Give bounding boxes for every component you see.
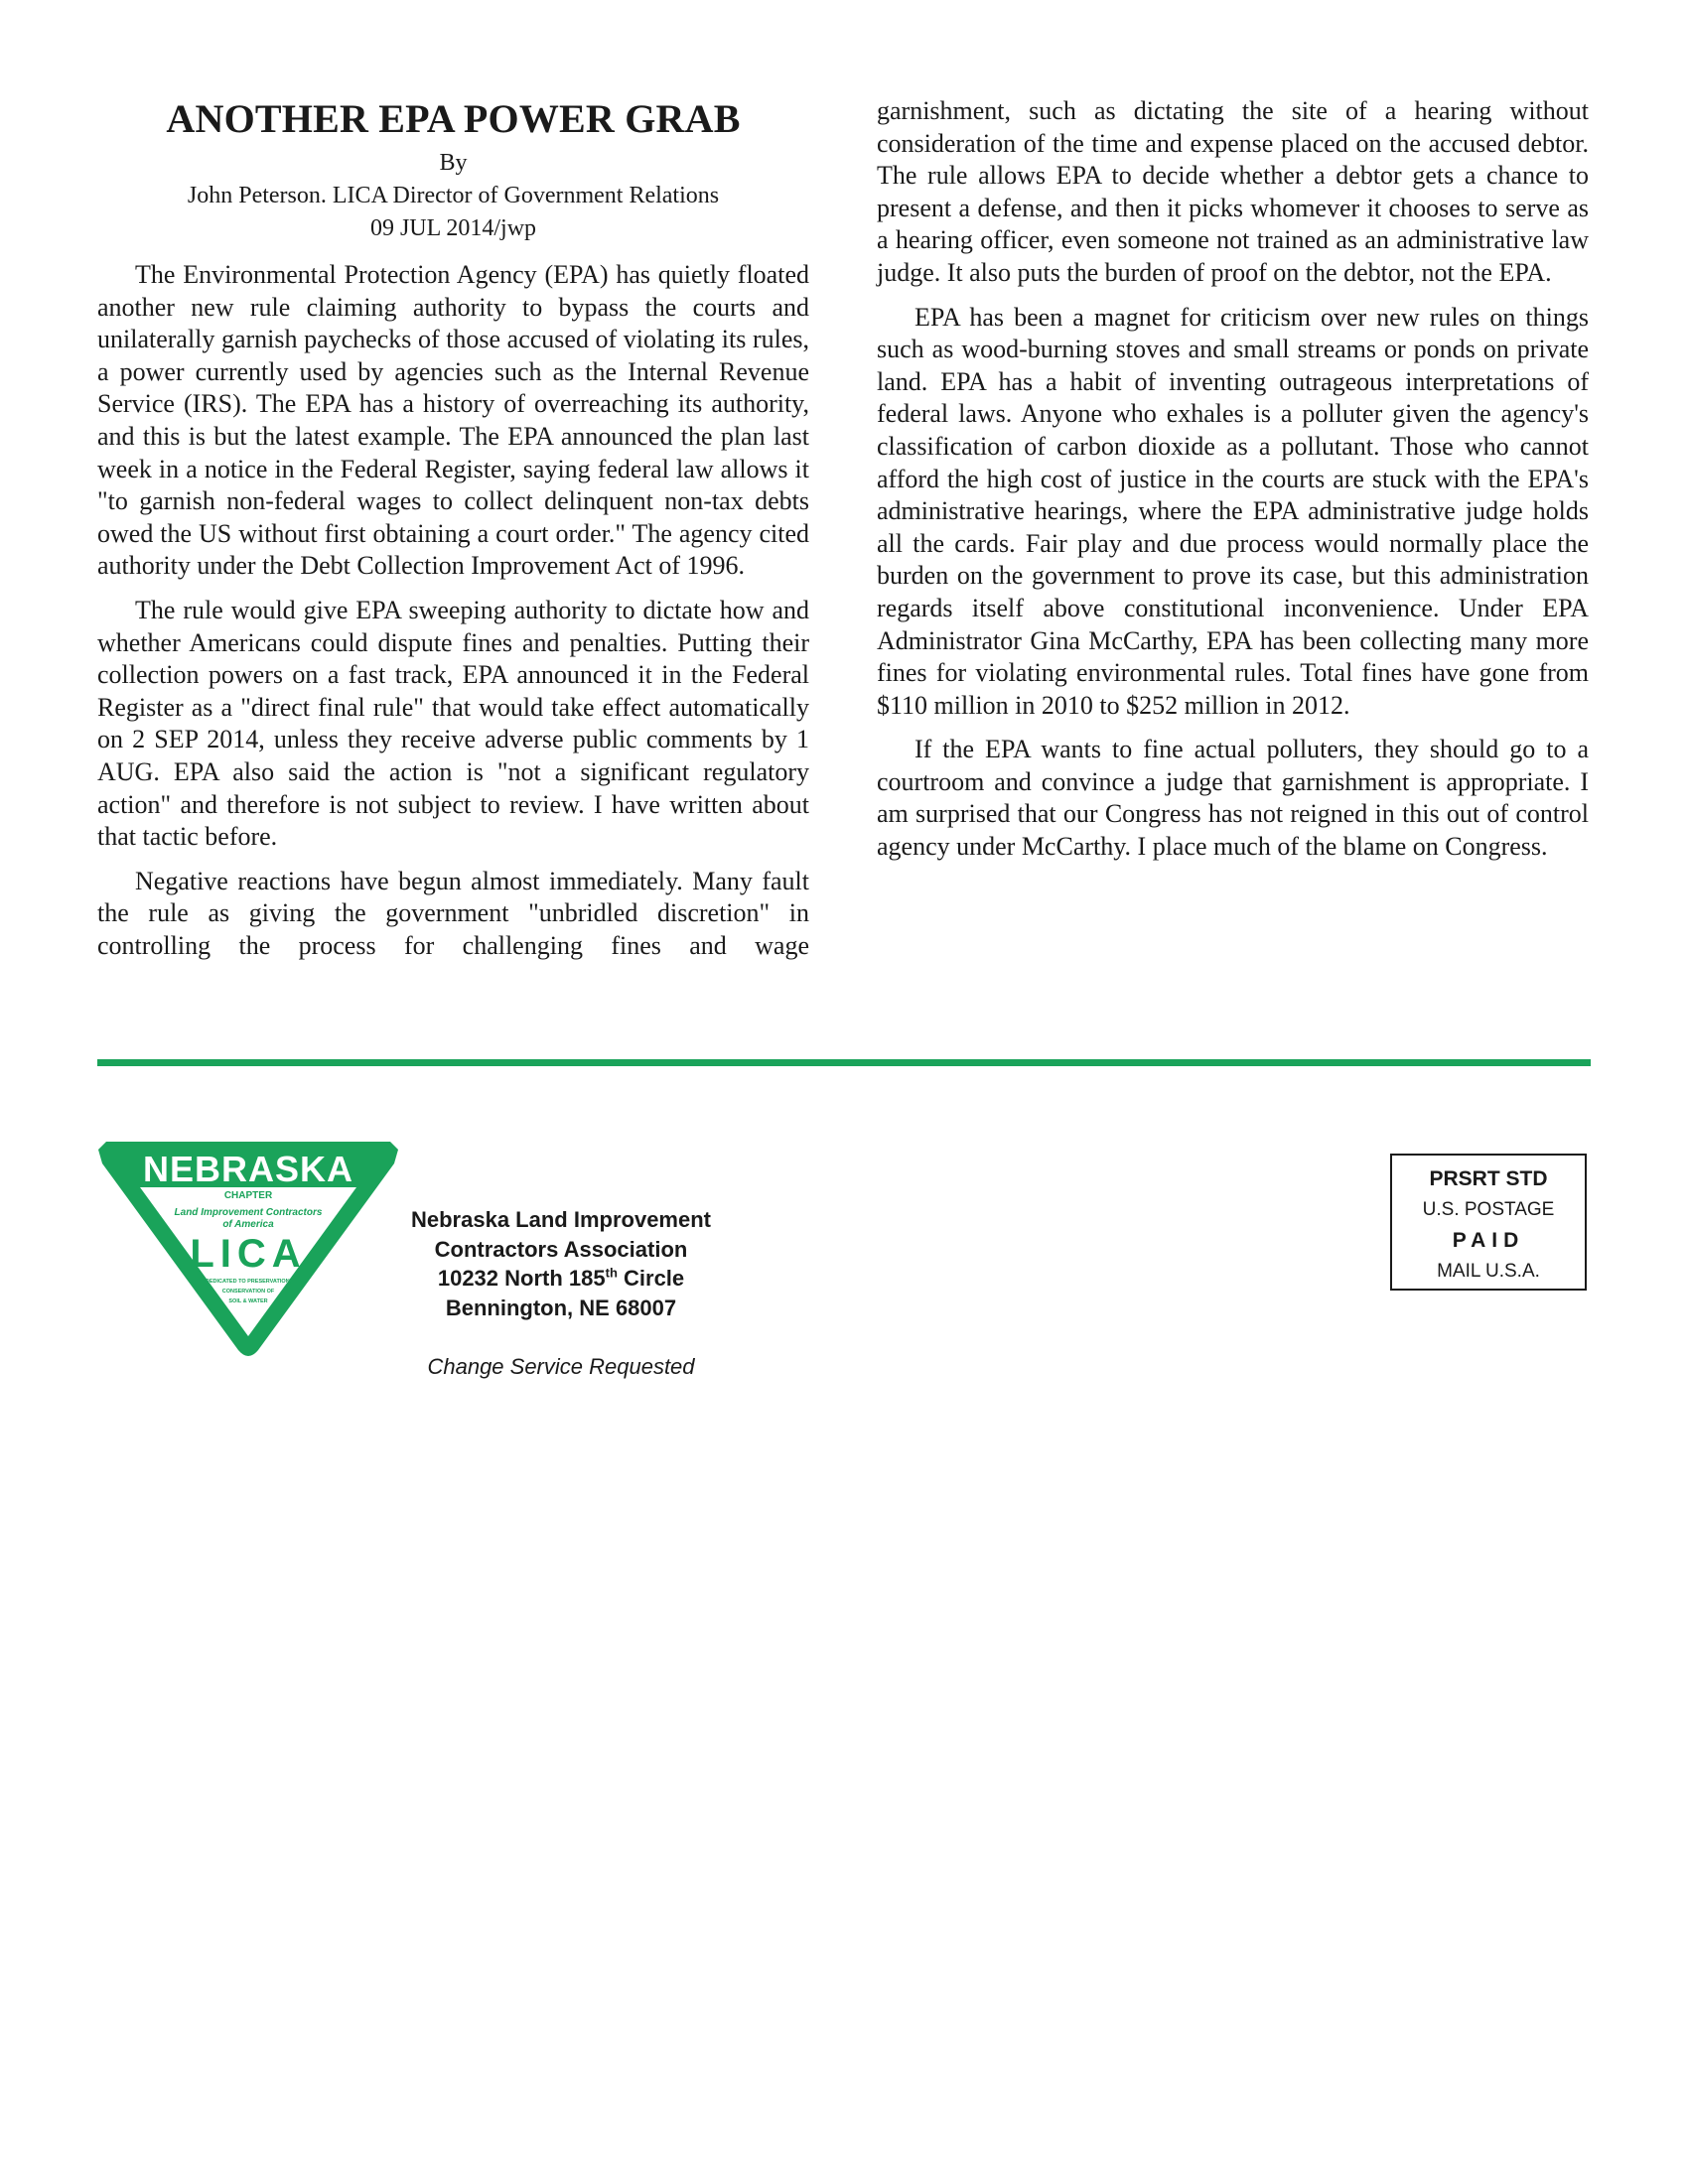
logo-motto-line1: DEDICATED TO PRESERVATION, <box>205 1279 292 1285</box>
logo-state-text: NEBRASKA <box>142 1149 354 1189</box>
logo-motto-line2: CONSERVATION OF <box>221 1289 275 1295</box>
change-service-requested: Change Service Requested <box>427 1354 695 1379</box>
article-paragraph: The Environmental Protection Agency (EPA) has quietly floated another new rule claiming authority to bypass the courts and unilaterally garnish paychecks of those accused of violating its rules, a power currently used by agencies such as the Internal Revenue Service (IRS). The EPA has a history of overreaching its authority, and this is but the latest example. The EPA announced the plan last week in a notice in the Federal Register, saying federal law allows it "to garnish non-federal wages to collect delinquent non-tax debts owed the US without first obtaining a court order." The agency cited authority under the Debt Collection Improvement Act of 1996. <box>97 260 809 581</box>
byline-date: 09 JUL 2014/jwp <box>369 215 537 241</box>
article-right-column <box>877 95 1589 876</box>
return-address <box>382 1205 740 1322</box>
logo-org-line2: of America <box>222 1219 274 1230</box>
address-line-2: Contractors Association <box>434 1236 688 1262</box>
byline <box>97 147 809 245</box>
byline-by: By <box>439 150 468 176</box>
article-headline: ANOTHER EPA POWER GRAB <box>166 96 741 141</box>
article-left-column <box>97 95 809 974</box>
postage-line-1: PRSRT STD <box>1429 1167 1548 1190</box>
article-paragraph: The rule would give EPA sweeping authority to dictate how and whether Americans could dispute fines and penalties. Putting their collection powers on a fast track, EPA announced it in the Federal Register as a "direct final rule" that would take effect automatically on 2 SEP 2014, unless they receive adverse public comments by 1 AUG. EPA also said the action is "not a significant regulatory action" and therefore is not subject to review. I have written about that tactic before. <box>97 595 809 852</box>
article-paragraph: EPA has been a magnet for criticism over new rules on things such as wood-burning stoves and small streams or ponds on private land. EPA has a habit of inventing outrageous interpretations of federal laws. Anyone who exhales is a polluter given the agency's classification of carbon dioxide as a pollutant. Those who cannot afford the high cost of justice in the courts are stuck with the EPA's administrative hearings, where the EPA administrative judge holds all the cards. Fair play and due process would normally place the burden on the government to prove its case, but this administration regards itself above constitutional inconvenience. Under EPA Administrator Gina McCarthy, EPA has been collecting many more fines for violating environmental rules. Total fines have gone from $110 million in 2010 to $252 million in 2012. <box>877 302 1589 720</box>
address-street: 10232 North 185th Circle <box>437 1265 685 1291</box>
postage-line-2: U.S. POSTAGE <box>1422 1199 1555 1220</box>
article-paragraph: Negative reactions have begun almost immediately. Many fault the rule as giving the government "unbridled discretion" in controlling the process for challenging fines and wage <box>97 866 809 960</box>
logo-acronym: LICA <box>190 1232 307 1276</box>
nebraska-lica-logo <box>96 1142 400 1357</box>
logo-org-line1: Land Improvement Contractors <box>174 1207 323 1218</box>
section-divider <box>97 1059 1591 1066</box>
postage-line-4: MAIL U.S.A. <box>1437 1261 1540 1282</box>
article-paragraph-continued: garnishment, such as dictating the site of a hearing without consideration of the time and expense placed on the accused debtor. The rule allows EPA to decide whether a debtor gets a chance to present a defense, and then it picks whomever it chooses to serve as a hearing officer, even someone not trained as an administrative law judge. It also puts the burden of proof on the debtor, not the EPA. <box>877 96 1589 287</box>
byline-author: John Peterson. LICA Director of Government Relations <box>187 183 720 208</box>
postage-paid: PAID <box>1452 1229 1525 1252</box>
logo-chapter-text: CHAPTER <box>223 1190 273 1201</box>
logo-motto-line3: SOIL & WATER <box>228 1298 268 1304</box>
address-line-1: Nebraska Land Improvement <box>411 1207 711 1232</box>
article-paragraph: If the EPA wants to fine actual polluters, they should go to a courtroom and convince a judge that garnishment is appropriate. I am surprised that our Congress has not reigned in this out of control agency under McCarthy. I place much of the blame on Congress. <box>877 735 1589 862</box>
postage-indicia <box>1390 1154 1587 1291</box>
address-city: Bennington, NE 68007 <box>445 1295 677 1320</box>
